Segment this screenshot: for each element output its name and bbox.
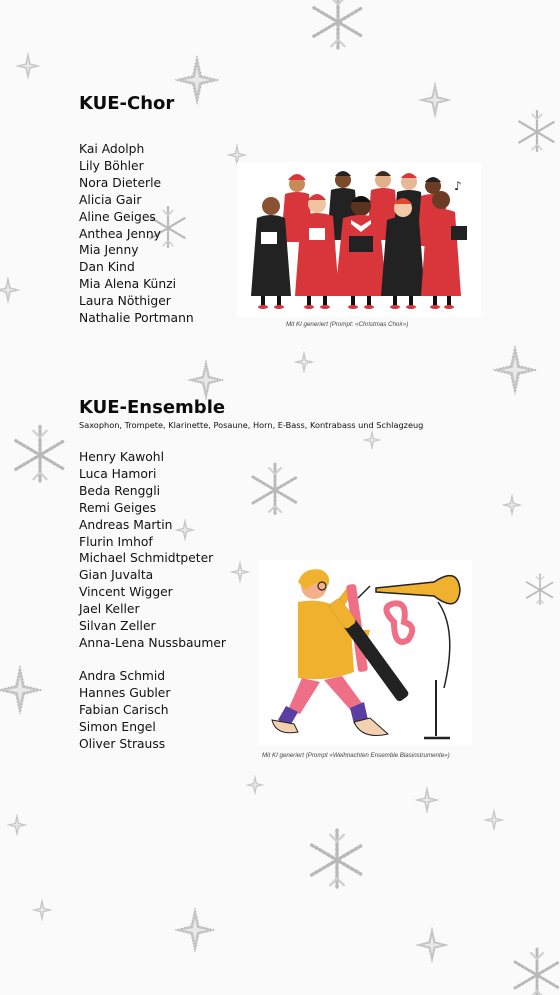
glitter-star-icon [0, 277, 20, 303]
glitter-star-icon [415, 787, 439, 813]
ensemble-title: KUE-Ensemble [79, 397, 226, 418]
glitter-star-icon [32, 899, 52, 921]
glitter-star-icon [502, 494, 522, 516]
ensemble-member: Andreas Martin [79, 517, 173, 532]
glitter-star-icon [493, 346, 537, 394]
ensemble-member: Silvan Zeller [79, 619, 156, 634]
glitter-star-icon [484, 809, 504, 831]
choir-member: Nora Dieterle [79, 175, 162, 190]
ensemble-member: Simon Engel [79, 719, 156, 734]
glitter-star-icon [363, 430, 381, 450]
ensemble-member: Luca Hamori [79, 466, 157, 481]
christmas-choir-illustration [237, 162, 481, 317]
glitter-star-icon [419, 82, 451, 117]
ensemble-member: Gian Juvalta [79, 568, 154, 583]
choir-member: Laura Nöthiger [79, 294, 171, 309]
ensemble-member: Oliver Strauss [79, 736, 166, 751]
choir-member: Dan Kind [79, 260, 135, 275]
ensemble-instruments: Saxophon, Trompete, Klarinette, Posaune, Horn, E-Bass, Kontrabass und Schlagzeug [79, 420, 424, 430]
choir-member: Nathalie Portmann [79, 311, 194, 326]
choir-member: Kai Adolph [79, 142, 145, 156]
choir-member: Mia Jenny [79, 243, 139, 258]
ensemble-image-caption: Mit KI generiert (Prompt «Weihnachten Ensemble Blasinstrumente») [262, 752, 450, 759]
choir-image-caption: Mit KI generiert (Prompt: «Christmas Choir») [286, 321, 409, 328]
snowflake-icon [527, 574, 553, 605]
glitter-star-icon [188, 360, 224, 400]
ensemble-member: Remi Geiges [79, 500, 157, 515]
ensemble-member: Flurin Imhof [79, 534, 153, 549]
snowflake-icon [253, 464, 297, 516]
ensemble-member: Beda Renggli [79, 483, 161, 498]
glitter-star-icon [246, 775, 264, 795]
choir-member: Lily Böhler [79, 158, 144, 173]
ensemble-member: Jael Keller [79, 602, 140, 617]
ensemble-member: Fabian Carisch [79, 702, 169, 717]
ensemble-member: Henry Kawohl [79, 450, 165, 464]
choir-title: KUE-Chor [79, 93, 175, 114]
ensemble-member-list [79, 449, 226, 652]
svg-text:♪: ♪ [454, 179, 462, 193]
choir-member: Aline Geiges [79, 209, 156, 224]
glitter-star-icon [175, 908, 215, 952]
ensemble-member-list-2 [79, 668, 170, 753]
snowflake-icon [312, 830, 363, 890]
glitter-star-icon [416, 927, 448, 962]
choir-member: Mia Alena Künzi [79, 277, 177, 292]
choir-member: Alicia Gair [79, 192, 142, 207]
ensemble-member: Anna-Lena Nussbaumer [79, 635, 226, 650]
glitter-star-icon [16, 53, 40, 79]
glitter-star-icon [175, 56, 219, 104]
choir-member-list [79, 141, 194, 327]
ensemble-member: Hannes Gubler [79, 685, 171, 700]
choir-member: Anthea Jenny [79, 226, 161, 241]
ensemble-member: Vincent Wigger [79, 585, 173, 600]
ensemble-member: Michael Schmidtpeter [79, 551, 214, 566]
ensemble-member: Andra Schmid [79, 669, 166, 683]
snowflake-icon [515, 949, 559, 995]
glitter-star-icon [0, 666, 42, 714]
wind-instrument-player-illustration [258, 560, 472, 746]
snowflake-icon [16, 426, 64, 483]
glitter-star-icon [230, 561, 250, 583]
snowflake-icon [314, 0, 362, 51]
glitter-star-icon [294, 351, 314, 373]
glitter-star-icon [7, 814, 27, 836]
snowflake-icon [519, 111, 554, 153]
